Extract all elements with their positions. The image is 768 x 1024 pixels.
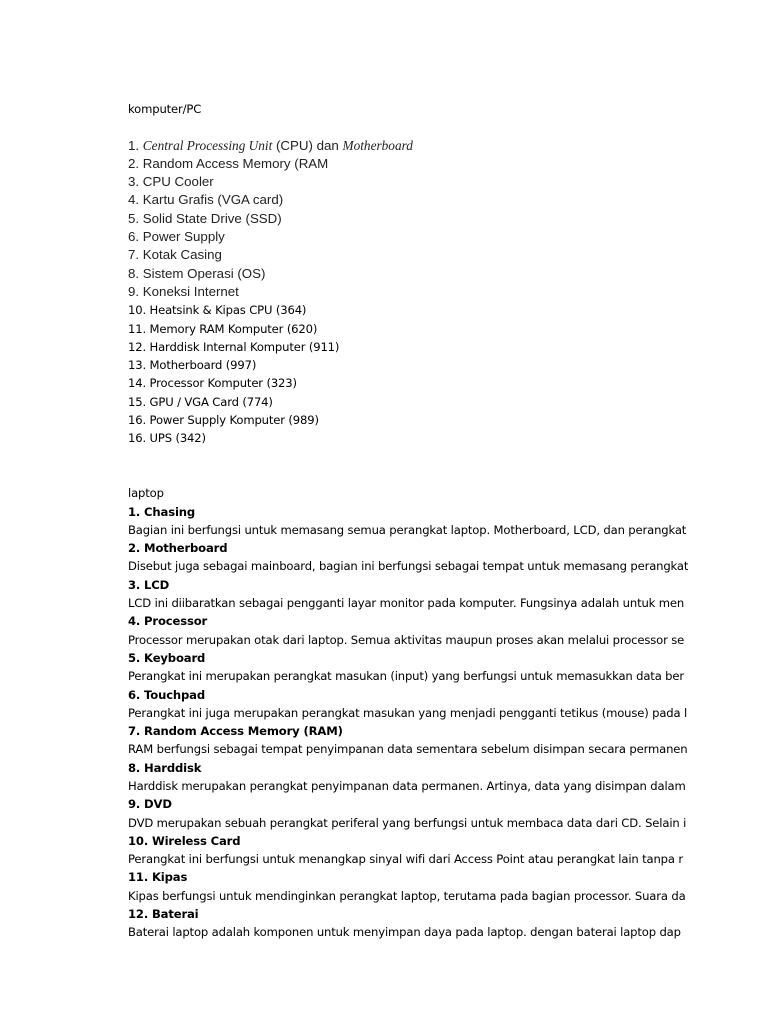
- laptop-section-text: LCD ini diibaratkan sebagai pengganti layar monitor pada komputer. Fungsinya adalah untuk men: [128, 596, 685, 611]
- pc-item-9: 9. Koneksi Internet: [128, 283, 239, 299]
- pc-item-12: 12. Harddisk Internal Komputer (911): [128, 339, 340, 354]
- spacer: [128, 448, 688, 485]
- pc-item-7: 7. Kotak Casing: [128, 247, 222, 263]
- laptop-section-text: Processor merupakan otak dari laptop. Semua aktivitas maupun proses akan melalui processor se: [128, 632, 685, 647]
- laptop-section-title: 10. Wireless Card: [128, 833, 241, 848]
- laptop-section-title: 11. Kipas: [128, 870, 188, 885]
- cpu-term: Central Processing Unit: [142, 137, 273, 153]
- laptop-section-title: 3. LCD: [128, 577, 170, 592]
- pc-item-16-power-supply: 16. Power Supply Komputer (989): [128, 413, 319, 428]
- motherboard-term: Motherboard: [342, 137, 413, 153]
- laptop-section-title: 8. Harddisk: [128, 760, 202, 775]
- pc-heading: komputer/PC: [128, 102, 202, 116]
- pc-item-8: 8. Sistem Operasi (OS): [128, 265, 266, 281]
- pc-item-10: 10. Heatsink & Kipas CPU (364): [128, 303, 307, 318]
- laptop-section-title: 2. Motherboard: [128, 541, 228, 556]
- pc-item-1: [128, 137, 688, 155]
- pc-item-3: 3. CPU Cooler: [128, 174, 214, 190]
- pc-item-2: 2. Random Access Memory (RAM: [128, 155, 329, 171]
- pc-item-1-number: 1.: [128, 137, 143, 153]
- pc-item-6: 6. Power Supply: [128, 229, 225, 245]
- laptop-section-text: RAM berfungsi sebagai tempat penyimpanan data sementara sebelum disimpan secara permanen: [128, 742, 688, 757]
- laptop-section-text: DVD merupakan sebuah perangkat periferal yang berfungsi untuk membaca data dari CD. Selain i: [128, 815, 687, 830]
- laptop-section-title: 5. Keyboard: [128, 650, 206, 665]
- pc-item-1-middle: (CPU) dan: [272, 137, 343, 153]
- laptop-section-text: Perangkat ini merupakan perangkat masukan (input) yang berfungsi untuk memasukkan data ber: [128, 669, 684, 684]
- laptop-section-title: 1. Chasing: [128, 504, 196, 519]
- pc-item-13: 13. Motherboard (997): [128, 358, 257, 373]
- laptop-section-text: Kipas berfungsi untuk mendinginkan perangkat laptop, terutama pada bagian processor. Suara da: [128, 888, 686, 903]
- pc-item-11: 11. Memory RAM Komputer (620): [128, 321, 318, 336]
- laptop-section-text: Perangkat ini juga merupakan perangkat masukan yang menjadi pengganti tetikus (mouse) pada l: [128, 705, 688, 720]
- spacer: [128, 118, 688, 136]
- pc-item-5: 5. Solid State Drive (SSD): [128, 210, 282, 226]
- laptop-heading: laptop: [128, 486, 164, 501]
- laptop-section-title: 7. Random Access Memory (RAM): [128, 724, 343, 739]
- laptop-section-title: 9. DVD: [128, 797, 172, 812]
- laptop-section-title: 6. Touchpad: [128, 687, 205, 702]
- document-body: [128, 100, 688, 942]
- pc-item-14: 14. Processor Komputer (323): [128, 376, 297, 391]
- laptop-section-title: 4. Processor: [128, 614, 208, 629]
- laptop-section-title: 12. Baterai: [128, 907, 199, 922]
- pc-item-16-ups: 16. UPS (342): [128, 431, 206, 446]
- pc-item-15: 15. GPU / VGA Card (774): [128, 394, 273, 409]
- pc-item-4: 4. Kartu Grafis (VGA card): [128, 192, 284, 208]
- laptop-section-text: Perangkat ini berfungsi untuk menangkap sinyal wifi dari Access Point atau perangkat lain tanpa r: [128, 852, 683, 867]
- laptop-section-text: Harddisk merupakan perangkat penyimpanan data permanen. Artinya, data yang disimpan dalam: [128, 778, 686, 793]
- laptop-section-text: Baterai laptop adalah komponen untuk menyimpan daya pada laptop. dengan baterai laptop dap: [128, 925, 681, 940]
- laptop-section-text: Bagian ini berfungsi untuk memasang semua perangkat laptop. Motherboard, LCD, dan perangkat: [128, 522, 687, 537]
- laptop-section-text: Disebut juga sebagai mainboard, bagian ini berfungsi sebagai tempat untuk memasang perangkat: [128, 559, 688, 574]
